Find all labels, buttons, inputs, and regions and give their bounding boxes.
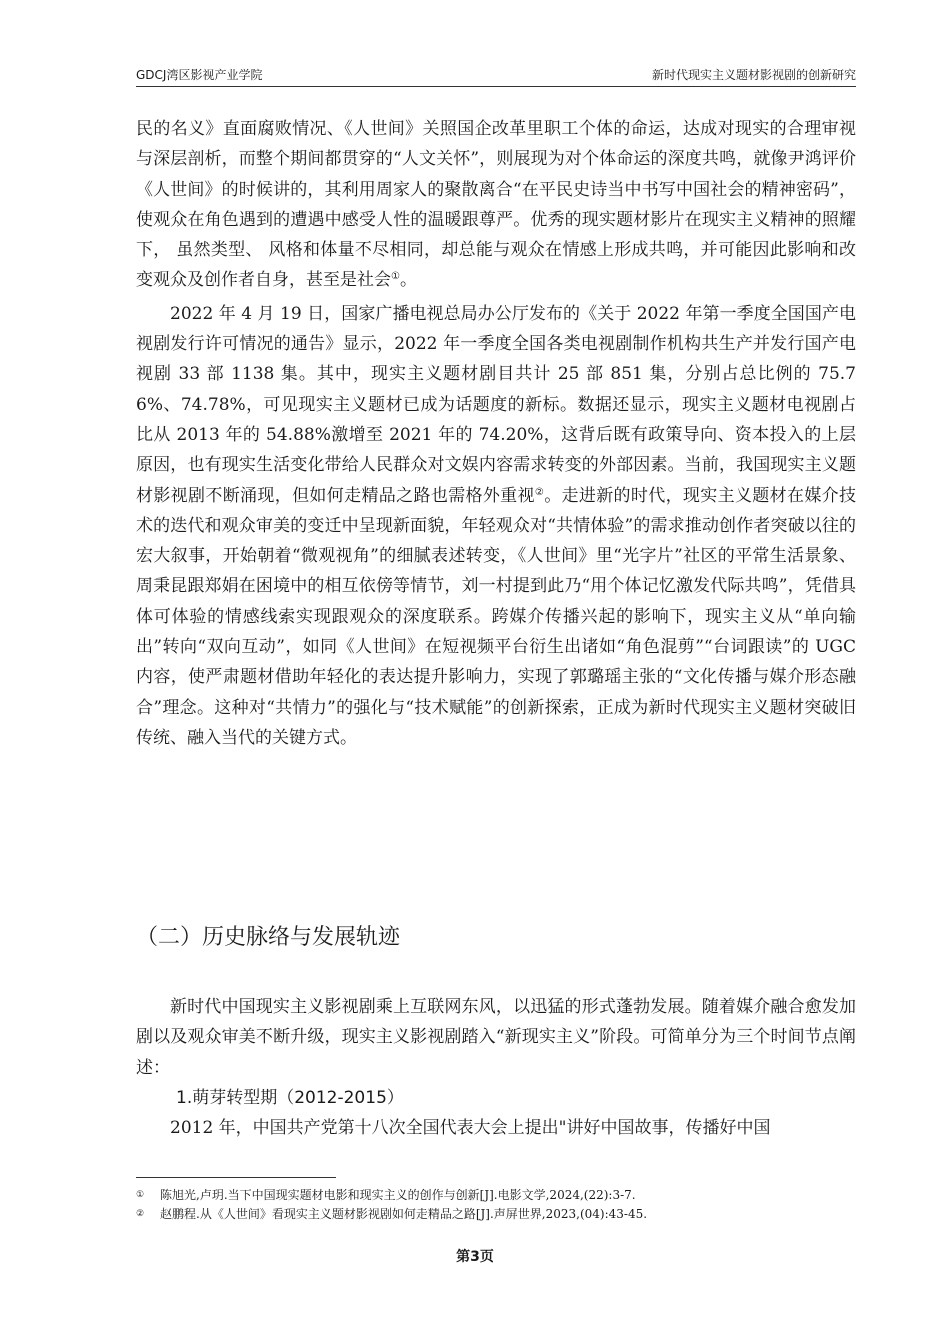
paragraph-1-text: 民的名义》直面腐败情况、《人世间》关照国企改革里职工个体的命运，达成对现实的合理审视与深层剖析，而整个期间都贯穿的“人文关怀”，则展现为对个体命运的深度共鸣，就像尹鸿评价《人世间》的时候讲的，其利用周家人的聚散离合“在平民史诗当中书写中国社会的精神密码”，使观众在角色遇到的遭遇中感受人性的温暖跟尊严。优秀的现实题材影片在现实主义精神的照耀下， 虽然类型、 风格和体量不尽相同，却总能与观众在情感上形成共鸣，并可能因此影响和改变观众及创作者自身，甚至是社会 bbox=[136, 119, 856, 291]
footnote-2 bbox=[136, 1205, 856, 1224]
paragraph-1 bbox=[136, 114, 856, 296]
footnote-ref-1: ① bbox=[391, 271, 400, 283]
footnote-1-text: 陈旭光,卢玥.当下中国现实题材电影和现实主义的创作与创新[J].电影文学,2024,(22):3-7. bbox=[160, 1188, 636, 1202]
footnote-2-text: 赵鹏程.从《人世间》看现实主义题材影视剧如何走精品之路[J].声屏世界,2023,(04):43-45. bbox=[160, 1207, 648, 1221]
header-institution: GDCJ湾区影视产业学院 bbox=[136, 68, 263, 82]
paragraph-4: 2012 年，中国共产党第十八次全国代表大会上提出"讲好中国故事，传播好中国 bbox=[170, 1117, 771, 1138]
page-body bbox=[136, 114, 857, 1138]
footnote-divider bbox=[136, 1177, 336, 1178]
page-header bbox=[136, 66, 856, 87]
footnote-ref-2: ② bbox=[534, 486, 545, 498]
paragraph-3: 新时代中国现实主义影视剧乘上互联网东风，以迅猛的形式蓬勃发展。随着媒介融合愈发加剧以及观众审美不断升级，现实主义影视剧踏入“新现实主义”阶段。可简单分为三个时间节点阐述： bbox=[136, 997, 856, 1078]
footnote-1 bbox=[136, 1186, 856, 1205]
page-number: 第3页 bbox=[456, 1249, 494, 1265]
paragraph-2-text-a: 2022 年 4 月 19 日，国家广播电视总局办公厅发布的《关于 2022 年第一季度全国国产电视剧发行许可情况的通告》显示，2022 年一季度全国各类电视剧制作机构共生产并发行国产电视剧 33 部 1138 集。其中，现实主义题材剧目共计 25 部 851 集，分别占总比例的 75.76%、74.78%，可见现实主义题材已成为话题度的新标。数据还显示，现实主义题材电视剧占比从 2013 年的 54.88%激增至 2021 年的 74.20%，这背后既有政策导向、资本投入的上层原因，也有现实生活变化带给人民群众对文娱内容需求转变的外部因素。当前，我国现实主义题材影视剧不断涌现，但如何走精品之路也需格外重视 bbox=[136, 303, 856, 506]
section-heading: （二）历史脉络与发展轨迹 bbox=[136, 925, 401, 950]
header-paper-title: 新时代现实主义题材影视剧的创新研究 bbox=[651, 68, 856, 82]
paragraph-2 bbox=[136, 299, 856, 753]
paragraph-1-end: 。 bbox=[399, 270, 417, 291]
subsection-heading: 1.萌芽转型期（2012-2015） bbox=[176, 1087, 404, 1108]
footnote-2-mark: ② bbox=[136, 1209, 145, 1219]
footnotes bbox=[136, 1186, 856, 1224]
footnote-1-mark: ① bbox=[136, 1190, 145, 1200]
paragraph-2-text-b: 。走进新的时代，现实主义题材在媒介技术的迭代和观众审美的变迁中呈现新面貌，年轻观众对“共情体验”的需求推动创作者突破以往的宏大叙事，开始朝着“微观视角”的细腻表述转变，《人世间》里“光字片”社区的平常生活景象、周秉昆跟郑娟在困境中的相互依傍等情节，刘一村提到此乃“用个体记忆激发代际共鸣”，凭借具体可体验的情感线索实现跟观众的深度联系。跨媒介传播兴起的影响下，现实主义从“单向输出”转向“双向互动”，如同《人世间》在短视频平台衍生出诸如“角色混剪”“台词跟读”的 UGC 内容，使严肃题材借助年轻化的表达提升影响力，实现了郭璐瑶主张的“文化传播与媒介形态融合”理念。这种对“共情力”的强化与“技术赋能”的创新探索，正成为新时代现实主义题材突破旧传统、融入当代的关键方式。 bbox=[136, 485, 857, 748]
